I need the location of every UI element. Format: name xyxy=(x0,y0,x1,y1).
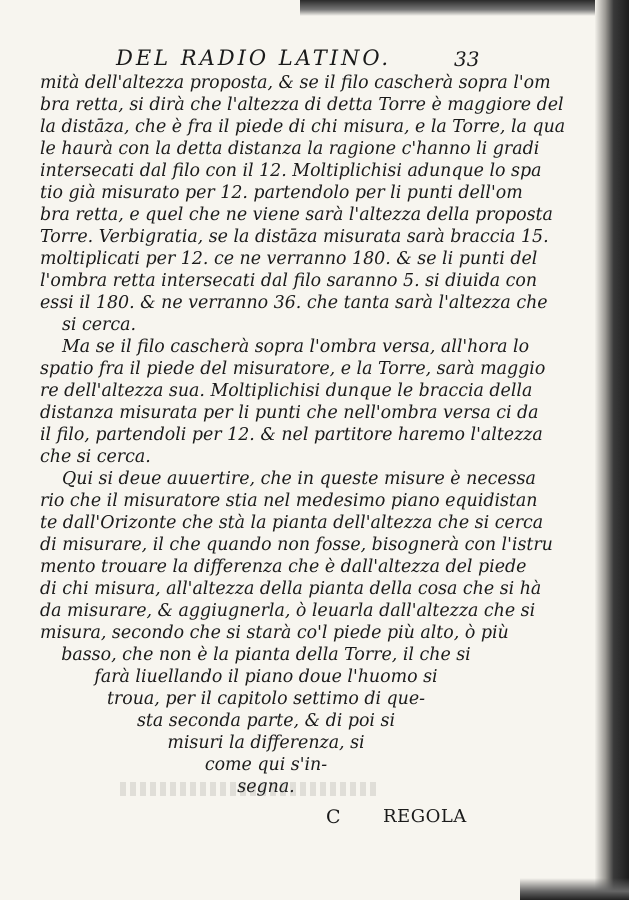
text-line: intersecati dal filo con il 12. Moltiplichisi adunque lo spa xyxy=(40,161,542,181)
tail-line: segna. xyxy=(237,777,295,797)
text-line: rio che il misuratore stia nel medesimo piano equidistan xyxy=(40,491,538,511)
text-line: bra retta, si dirà che l'altezza di detta Torre è maggiore del xyxy=(40,95,564,115)
text-line: moltiplicati per 12. ce ne verranno 180. & se li punti del xyxy=(40,249,538,269)
text-line: bra retta, e quel che ne viene sarà l'altezza della proposta xyxy=(40,205,553,225)
tail-line: misuri la differenza, si xyxy=(167,733,365,753)
text-line: mità dell'altezza proposta, & se il filo cascherà sopra l'om xyxy=(40,73,551,93)
signature-mark: C xyxy=(326,806,341,828)
text-line: di misurare, il che quando non fosse, bisognerà con l'istru xyxy=(40,535,553,555)
page-number: 33 xyxy=(454,47,480,71)
text-line: che si cerca. xyxy=(40,447,151,467)
tail-line: come qui s'in- xyxy=(204,755,328,775)
tail-line: farà liuellando il piano doue l'huomo si xyxy=(94,667,438,687)
tail-line: sta seconda parte, & di poi si xyxy=(136,711,396,731)
body-text xyxy=(40,72,566,798)
running-head: DEL RADIO LATINO. xyxy=(116,46,392,70)
text-line: distanza misurata per li punti che nell'ombra versa ci da xyxy=(40,403,539,423)
book-edge-right xyxy=(595,0,629,900)
catchword: REGOLA xyxy=(383,806,467,827)
text-line: il filo, partendoli per 12. & nel partitore haremo l'altezza xyxy=(40,425,543,445)
text-line: te dall'Orizonte che stà la pianta dell'altezza che si cerca xyxy=(40,513,544,533)
text-line: di chi misura, all'altezza della pianta della cosa che si hà xyxy=(40,579,542,599)
text-line: la distāza, che è fra il piede di chi misura, e la Torre, la qua xyxy=(40,117,566,137)
text-line: essi il 180. & ne verranno 36. che tanta sarà l'altezza che xyxy=(40,293,548,313)
text-line: re dell'altezza sua. Moltiplichisi dunque le braccia della xyxy=(40,381,533,401)
text-line: Torre. Verbigratia, se la distāza misurata sarà braccia 15. xyxy=(40,227,549,247)
book-edge-top xyxy=(300,0,629,16)
text-line: spatio fra il piede del misuratore, e la Torre, sarà maggio xyxy=(40,359,546,379)
text-line: si cerca. xyxy=(62,315,136,335)
tail-line: troua, per il capitolo settimo di que- xyxy=(106,689,426,709)
show-through-bleed xyxy=(120,782,380,796)
text-line: misura, secondo che si starà co'l piede più alto, ò più xyxy=(40,623,509,643)
text-line: tio già misurato per 12. partendolo per li punti dell'om xyxy=(40,183,523,203)
text-line: mento trouare la differenza che è dall'altezza del piede xyxy=(40,557,527,577)
paragraph-start-line: Qui si deue auuertire, che in queste misure è necessa xyxy=(62,469,536,489)
book-edge-bottom xyxy=(520,878,629,900)
paragraph-start-line: Ma se il filo cascherà sopra l'ombra versa, all'hora lo xyxy=(62,337,530,357)
text-line: le haurà con la detta distanza la ragione c'hanno li gradi xyxy=(40,139,540,159)
text-line: l'ombra retta intersecati dal filo saranno 5. si diuida con xyxy=(40,271,538,291)
text-line: da misurare, & aggiugnerla, ò leuarla dall'altezza che si xyxy=(40,601,536,621)
tail-line: basso, che non è la pianta della Torre, il che si xyxy=(61,645,471,665)
